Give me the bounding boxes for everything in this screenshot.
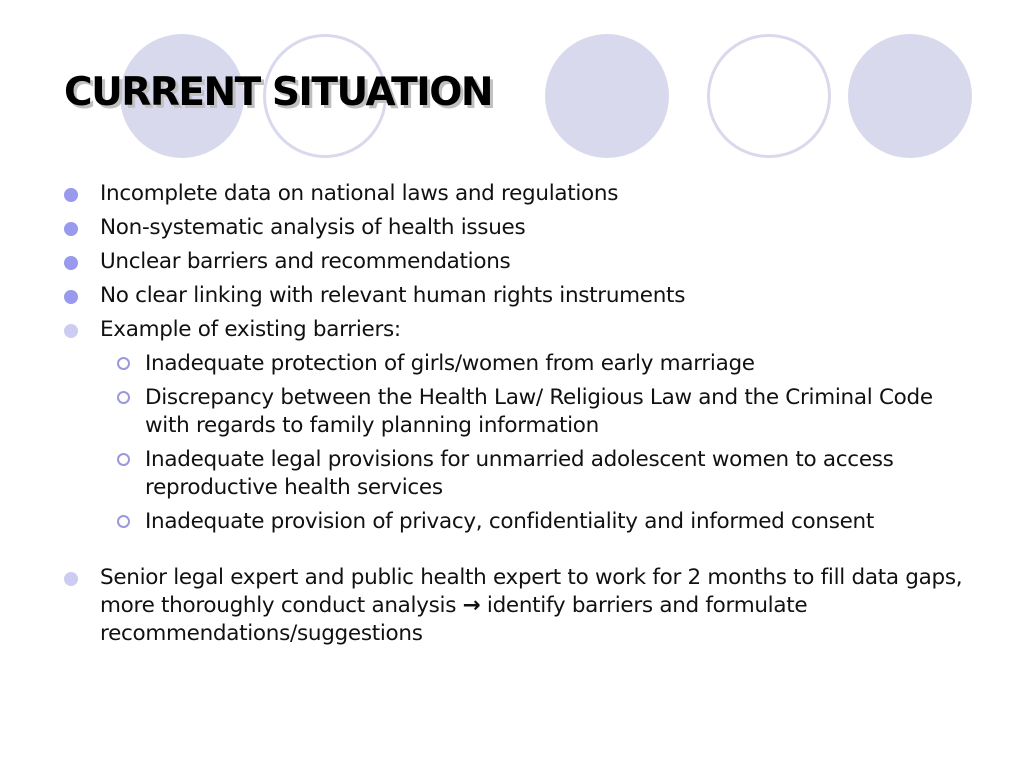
sub-bullet-text: Inadequate legal provisions for unmarried adolescent women to access reproductive health services <box>145 447 894 500</box>
slide-content <box>0 180 1024 654</box>
ring-bullet-icon <box>117 357 130 370</box>
bullet-text: No clear linking with relevant human rights instruments <box>100 283 686 308</box>
spacer <box>0 542 1024 564</box>
bullet-text: Incomplete data on national laws and regulations <box>100 181 619 206</box>
sub-bullet-item <box>0 446 1024 502</box>
ring-bullet-icon <box>117 391 130 404</box>
sub-bullet-item <box>0 350 1024 378</box>
bullet-dot-icon <box>64 222 78 236</box>
right-arrow-icon: → <box>462 593 481 618</box>
sub-bullet-item <box>0 508 1024 536</box>
bullet-dot-icon <box>64 290 78 304</box>
bullet-dot-icon <box>64 188 78 202</box>
bullet-dot-icon <box>64 256 78 270</box>
sub-bullet-text: Inadequate provision of privacy, confidentiality and informed consent <box>145 509 875 534</box>
decorative-circle-3 <box>545 34 669 158</box>
ring-bullet-icon <box>117 515 130 528</box>
bullet-item <box>0 282 1024 310</box>
bullet-text: Example of existing barriers: <box>100 317 401 342</box>
decorative-circle-5 <box>848 34 972 158</box>
bullet-dot-icon <box>64 324 78 338</box>
decorative-circle-4 <box>707 34 831 158</box>
bullet-item <box>0 214 1024 242</box>
bullet-dot-icon <box>64 572 78 586</box>
bullet-item <box>0 248 1024 276</box>
bullet-text: Unclear barriers and recommendations <box>100 249 511 274</box>
sub-bullet-text: Discrepancy between the Health Law/ Religious Law and the Criminal Code with regards to family planning information <box>145 385 933 438</box>
sub-bullet-text: Inadequate protection of girls/women from early marriage <box>145 351 755 376</box>
bullet-item <box>0 180 1024 208</box>
slide-title: CURRENT SITUATION <box>64 70 493 115</box>
final-bullet-item <box>0 564 1024 648</box>
bullet-item <box>0 316 1024 344</box>
bullet-text: Non-systematic analysis of health issues <box>100 215 526 240</box>
final-bullet-text-start: Senior legal expert and public health expert to work for 2 months to fill data gaps, more thoroughly conduct analysis <box>100 565 963 618</box>
sub-bullet-item <box>0 384 1024 440</box>
final-bullet-text-end: identify barriers and formulate recommendations/suggestions <box>100 593 808 646</box>
ring-bullet-icon <box>117 453 130 466</box>
